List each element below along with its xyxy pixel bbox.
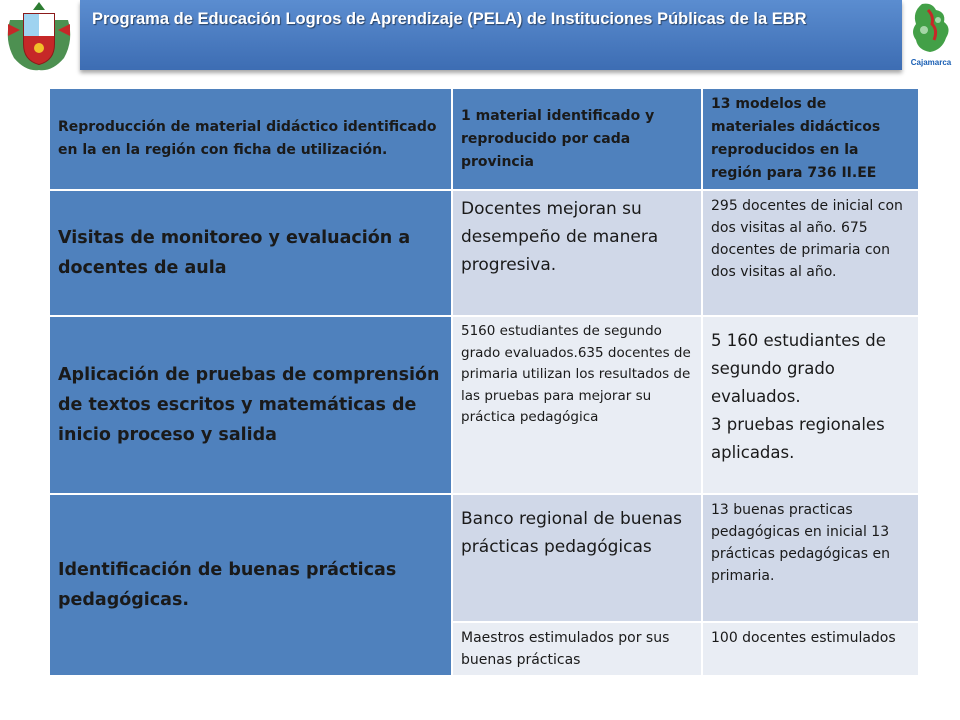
result-line: 3 pruebas regionales aplicadas. bbox=[711, 415, 885, 462]
target-cell: Banco regional de buenas prácticas pedagógicas bbox=[452, 494, 702, 622]
cajamarca-region-logo-icon bbox=[902, 0, 960, 74]
result-cell: 13 modelos de materiales didácticos reproducidos en la región para 736 II.EE bbox=[702, 88, 919, 190]
target-cell: 1 material identificado y reproducido por cada provincia bbox=[452, 88, 702, 190]
result-cell bbox=[702, 316, 919, 494]
peru-coat-of-arms-icon bbox=[0, 0, 78, 74]
cajamarca-label: Cajamarca bbox=[910, 58, 952, 67]
table-row bbox=[49, 494, 919, 622]
target-cell: 5160 estudiantes de segundo grado evaluados.635 docentes de primaria utilizan los resultados de las pruebas para mejorar su práctica pedagógica bbox=[452, 316, 702, 494]
target-cell: Maestros estimulados por sus buenas prácticas bbox=[452, 622, 702, 676]
page-title: Programa de Educación Logros de Aprendizaje (PELA) de Instituciones Públicas de la EBR bbox=[92, 10, 807, 28]
results-table bbox=[48, 87, 920, 677]
result-cell: 100 docentes estimulados bbox=[702, 622, 919, 676]
result-cell: 295 docentes de inicial con dos visitas al año. 675 docentes de primaria con dos visitas al año. bbox=[702, 190, 919, 316]
target-cell: Docentes mejoran su desempeño de manera progresiva. bbox=[452, 190, 702, 316]
result-cell: 13 buenas practicas pedagógicas en inicial 13 prácticas pedagógicas en primaria. bbox=[702, 494, 919, 622]
slide-header bbox=[0, 0, 960, 76]
activity-cell: Identificación de buenas prácticas pedagógicas. bbox=[49, 494, 452, 676]
header-bar bbox=[80, 0, 902, 70]
table-row bbox=[49, 190, 919, 316]
result-line: 5 160 estudiantes de segundo grado evaluados. bbox=[711, 331, 886, 406]
activity-cell: Reproducción de material didáctico identificado en la en la región con ficha de utilización. bbox=[49, 88, 452, 190]
table-row bbox=[49, 88, 919, 190]
table-row bbox=[49, 316, 919, 494]
activity-cell: Visitas de monitoreo y evaluación a docentes de aula bbox=[49, 190, 452, 316]
activity-cell: Aplicación de pruebas de comprensión de textos escritos y matemáticas de inicio proceso y salida bbox=[49, 316, 452, 494]
